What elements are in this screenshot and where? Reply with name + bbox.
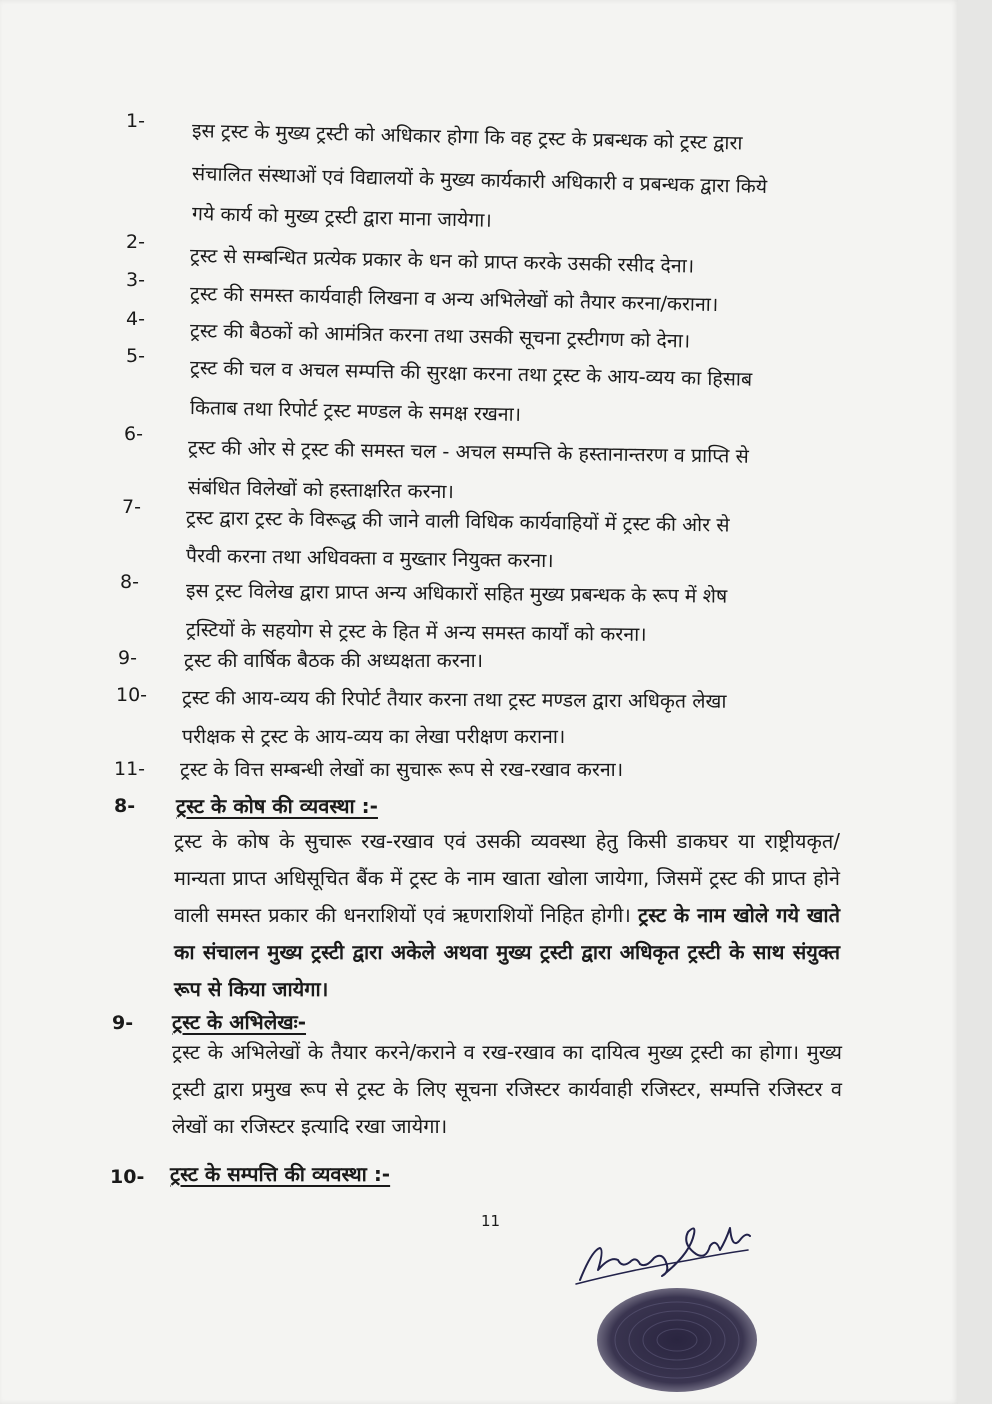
item-text-line: किताब तथा रिपोर्ट ट्रस्ट मण्डल के समक्ष रखना। [189,396,522,426]
item-text-line: ट्रस्ट द्वारा ट्रस्ट के विरूद्ध की जाने वाली विधिक कार्यवाहियों में ट्रस्ट की ओर से [185,506,730,537]
item-text-line: ट्रस्ट की चल व अचल सम्पत्ति की सुरक्षा करना तथा ट्रस्ट के आय-व्यय का हिसाब [189,356,753,391]
item-text-line: ट्रस्ट की ओर से ट्रस्ट की समस्त चल - अचल सम्पत्ति के हस्तानान्तरण व प्राप्ति से [187,436,749,468]
section-heading: ट्रस्ट के अभिलेखः- [172,1010,307,1034]
item-text-line: ट्रस्ट की बैठकों को आमंत्रित करना तथा उसकी सूचना ट्रस्टीगण को देना। [189,319,691,353]
item-text-line: गये कार्य को मुख्य ट्रस्टी द्वारा माना जायेगा। [191,202,493,232]
item-number: 10- [116,684,148,706]
item-number: 8- [120,571,139,593]
item-text-line: इस ट्रस्ट विलेख द्वारा प्राप्त अन्य अधिकारों सहित मुख्य प्रबन्धक के रूप में शेष [185,579,728,608]
paragraph-text: ट्रस्ट के कोष के सुचारू रख-रखाव एवं उसकी व्यवस्था हेतु किसी डाकघर या राष्ट्रीयकृत/ मान्यता प्राप्त अधिसूचित बैंक में ट्रस्ट के नाम खाता खोला जायेगा, जिसमें ट्रस्ट की प्राप्त होने वाली समस्त प्रकार की धनराशियों एवं ऋणराशियों निहित होगी। [174,829,840,927]
item-text-line: ट्रस्ट की समस्त कार्यवाही लिखना व अन्य अभिलेखों को तैयार करना/कराना। [189,282,719,317]
item-number: 1- [126,110,145,132]
item-number: 11- [114,758,146,780]
section-heading: ट्रस्ट के कोष की व्यवस्था :- [176,794,378,818]
item-text-line: परीक्षक से ट्रस्ट के आय-व्यय का लेखा परीक्षण कराना। [182,725,566,748]
item-number: 5- [126,345,145,367]
scan-edge [958,0,992,1404]
item-text-line: ट्रस्ट के वित्त सम्बन्धी लेखों का सुचारू रूप से रख-रखाव करना। [180,758,624,781]
item-text-line: ट्रस्ट से सम्बन्धित प्रत्येक प्रकार के धन को प्राप्त करके उसकी रसीद देना। [189,244,695,278]
item-text-line: ट्रस्ट की आय-व्यय की रिपोर्ट तैयार करना तथा ट्रस्ट मण्डल द्वारा अधिकृत लेखा [181,686,727,713]
section-number: 8- [114,795,136,817]
section-paragraph [174,823,840,1008]
item-text-line: पैरवी करना तथा अधिवक्ता व मुख्तार नियुक्त करना। [185,544,554,573]
section-number: 10- [110,1166,145,1188]
item-text-line: संचालित संस्थाओं एवं विद्यालयों के मुख्य कार्यकारी अधिकारी व प्रबन्धक द्वारा किये [191,162,768,199]
item-number: 6- [124,423,143,445]
item-text-line: इस ट्रस्ट के मुख्य ट्रस्टी को अधिकार होगा कि वह ट्रस्ट के प्रबन्धक को ट्रस्ट द्वारा [191,119,743,155]
item-number: 7- [122,496,141,518]
section-heading: ट्रस्ट के सम्पत्ति की व्यवस्था :- [170,1162,391,1186]
item-number: 9- [118,647,137,669]
item-text-line: ट्रस्ट की वार्षिक बैठक की अध्यक्षता करना। [184,649,484,672]
section-number: 9- [112,1012,134,1034]
section-paragraph [172,1034,842,1145]
item-number: 4- [126,308,145,330]
page-number: 11 [481,1212,501,1230]
item-text-line: ट्रस्टियों के सहयोग से ट्रस्ट के हित में अन्य समस्त कार्यों को करना। [185,618,647,646]
item-number: 2- [126,231,145,253]
item-text-line: संबंधित विलेखों को हस्ताक्षरित करना। [187,476,455,504]
thumbprint-image [594,1284,760,1396]
signature-image [570,1210,760,1290]
item-number: 3- [126,269,145,291]
paragraph-bold-text: ट्रस्ट के नाम खोले गये खाते का संचालन मुख्य ट्रस्टी द्वारा अकेले अथवा मुख्य ट्रस्टी द्वारा अधिकृत ट्रस्टी के साथ संयुक्त रूप से किया जायेगा। [174,903,840,1001]
paragraph-text: ट्रस्ट के अभिलेखों के तैयार करने/कराने व रख-रखाव का दायित्व मुख्य ट्रस्टी का होगा। मुख्य ट्रस्टी द्वारा प्रमुख रूप से ट्रस्ट के लिए सूचना रजिस्टर कार्यवाही रजिस्टर, सम्पत्ति रजिस्टर व लेखों का रजिस्टर इत्यादि रखा जायेगा। [172,1040,842,1138]
